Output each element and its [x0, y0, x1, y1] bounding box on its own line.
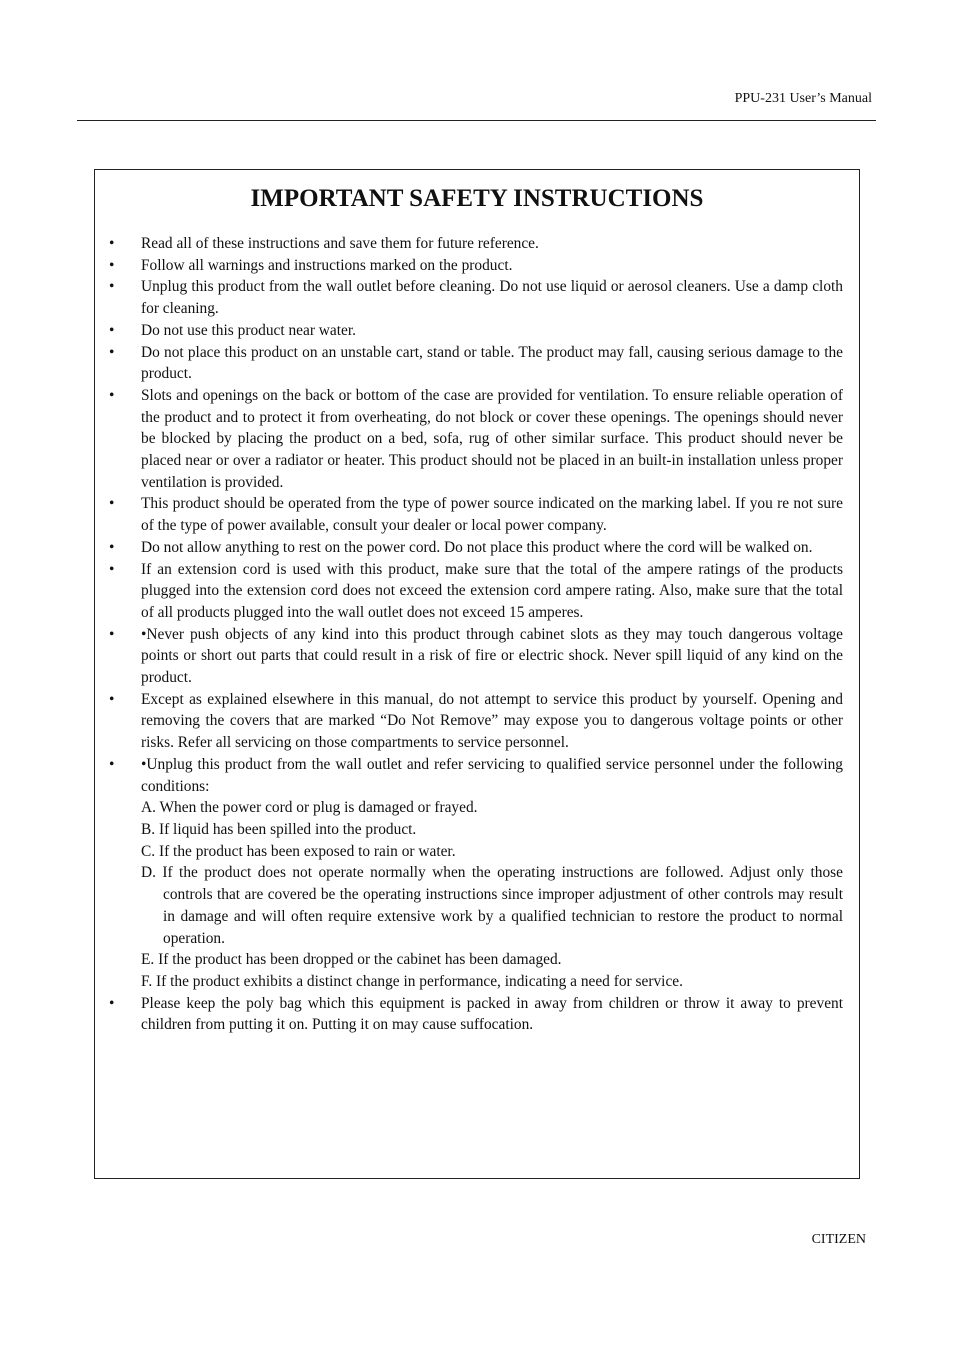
list-item	[105, 559, 843, 624]
list-item	[105, 993, 843, 1036]
condition-item: E. If the product has been dropped or the cabinet has been damaged.	[141, 951, 562, 969]
page-title: IMPORTANT SAFETY INSTRUCTIONS	[250, 185, 704, 212]
list-item	[105, 255, 843, 277]
list-item-text: Unplug this product from the wall outlet before cleaning. Do not use liquid or aerosol cleaners. Use a damp cloth for cleaning.	[141, 278, 843, 318]
list-item	[105, 689, 843, 754]
bullet-icon: •	[109, 278, 115, 296]
bullet-icon: •	[109, 321, 115, 339]
list-item	[105, 385, 843, 494]
list-item-text: •Never push objects of any kind into this product through cabinet slots as they may touch dangerous voltage points or short out parts that could result in a risk of fire or electric shock. Never spill liquid of any kind on the product.	[141, 625, 843, 687]
list-item-text: Do not use this product near water.	[141, 321, 356, 339]
bullet-icon: •	[109, 994, 115, 1012]
list-item-text: This product should be operated from the type of power source indicated on the marking label. If you re not sure of the type of power available, consult your dealer or local power company.	[141, 495, 843, 535]
list-item-text: If an extension cord is used with this product, make sure that the total of the ampere ratings of the products plugged into the extension cord does not exceed the extension cord ampere rating. Also, make sure that the total of all products plugged into the wall outlet does not exceed 15 amperes.	[141, 560, 843, 621]
list-item-text: Please keep the poly bag which this equipment is packed in away from children or throw it away to prevent children from putting it on. Putting it on may cause suffocation.	[141, 994, 843, 1034]
bullet-icon: •	[109, 538, 115, 556]
bullet-icon: •	[109, 343, 115, 361]
list-item-text: Except as explained elsewhere in this manual, do not attempt to service this product by yourself. Opening and removing the covers that are marked “Do Not Remove” may expose you to dangerous voltage points or other risks. Refer all servicing on those compartments to service personnel.	[141, 690, 843, 752]
condition-item: B. If liquid has been spilled into the product.	[141, 820, 417, 838]
condition-item: F. If the product exhibits a distinct change in performance, indicating a need for service.	[141, 972, 683, 990]
list-item	[105, 624, 843, 689]
list-item-text: Slots and openings on the back or bottom of the case are provided for ventilation. To ensure reliable operation of the product and to protect it from overheating, do not block or cover these openings. The openings should never be blocked by placing the product on a bed, sofa, rug of other similar surface. This product should never be placed near or over a radiator or heater. This product should not be placed in an built-in installation unless proper ventilation is provided.	[141, 386, 843, 491]
list-item	[105, 320, 843, 342]
instructions-list	[105, 233, 843, 1036]
bullet-icon: •	[109, 386, 115, 404]
bullet-icon: •	[109, 256, 115, 274]
manual-title: PPU-231 User’s Manual	[734, 91, 872, 106]
list-item	[105, 754, 843, 993]
bullet-icon: •	[109, 755, 115, 773]
bullet-icon: •	[109, 560, 115, 578]
list-item-text: Do not place this product on an unstable cart, stand or table. The product may fall, causing serious damage to the product.	[141, 343, 843, 383]
list-item	[105, 493, 843, 536]
list-item-text: •Unplug this product from the wall outlet and refer servicing to qualified service personnel under the following conditions:	[141, 755, 843, 795]
footer-brand: CITIZEN	[811, 1232, 866, 1247]
bullet-icon: •	[109, 690, 115, 708]
list-item	[105, 276, 843, 319]
list-item	[105, 537, 843, 559]
list-item	[105, 233, 843, 255]
list-item-text: Do not allow anything to rest on the power cord. Do not place this product where the cord will be walked on.	[141, 538, 813, 556]
bullet-icon: •	[109, 235, 115, 252]
header-divider	[77, 120, 876, 121]
condition-item: D. If the product does not operate normally when the operating instructions are followed. Adjust only those controls that are covered be the operating instructions since improper adjustment of other controls may result in damage and will often require extensive work by a qualified technician to restore the product to normal operation.	[141, 864, 843, 947]
bullet-icon: •	[109, 625, 115, 643]
list-item-text: Read all of these instructions and save them for future reference.	[141, 235, 539, 252]
condition-item: A. When the power cord or plug is damaged or frayed.	[141, 799, 478, 817]
list-item-text: Follow all warnings and instructions marked on the product.	[141, 256, 513, 274]
bullet-icon: •	[109, 495, 115, 513]
condition-item: C. If the product has been exposed to rain or water.	[141, 842, 456, 860]
list-item	[105, 342, 843, 385]
